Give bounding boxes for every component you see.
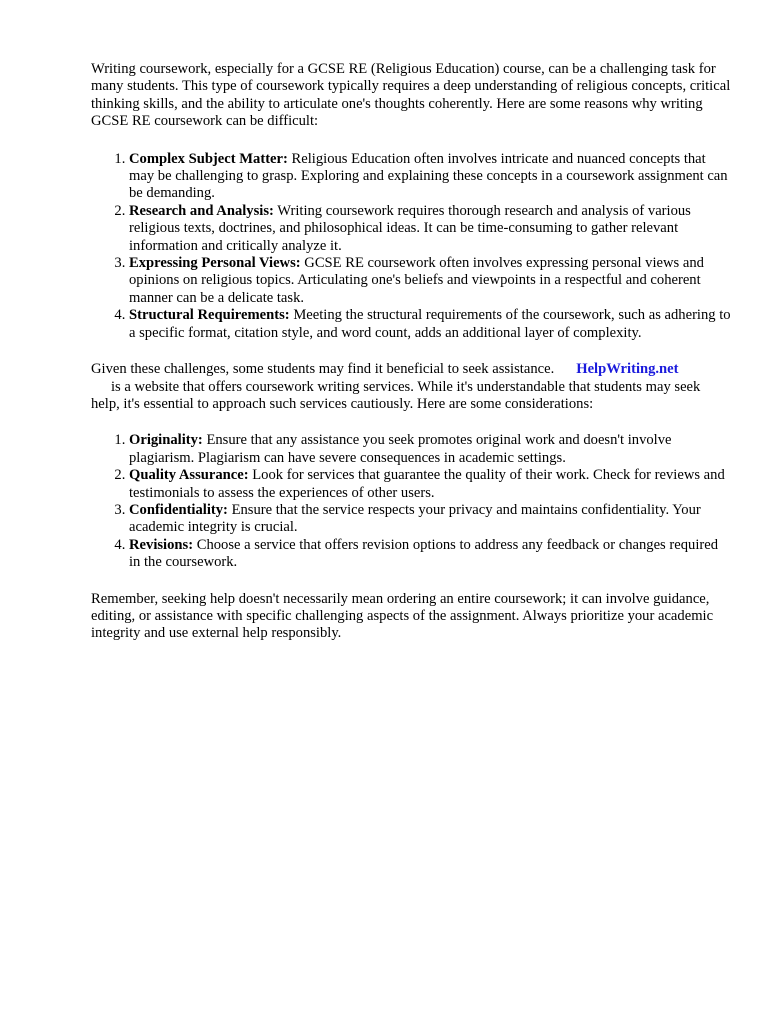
document-page: [91, 61, 731, 643]
list-item: [129, 151, 731, 203]
item-title: Complex Subject Matter:: [129, 150, 288, 167]
assistance-paragraph: [91, 361, 731, 413]
item-title: Research and Analysis:: [129, 202, 274, 219]
list-item: [129, 203, 731, 255]
considerations-list: [91, 432, 731, 571]
assistance-text-after: is a website that offers coursework writing services. While it's understandable that students may seek help, it's essential to approach such services cautiously. Here are some considerations:: [91, 378, 701, 412]
list-item: [129, 502, 731, 537]
assistance-text-before: Given these challenges, some students may find it beneficial to seek assistance.: [91, 361, 555, 378]
list-item: [129, 432, 731, 467]
item-title: Quality Assurance:: [129, 467, 249, 484]
list-item: [129, 537, 731, 572]
item-text: Look for services that guarantee the quality of their work. Check for reviews and testimonials to assess the experiences of other users.: [129, 467, 725, 501]
item-text: Ensure that the service respects your privacy and maintains confidentiality. Your academic integrity is crucial.: [129, 501, 701, 536]
item-text: GCSE RE coursework often involves expressing personal views and opinions on religious topics. Articulating one's beliefs and viewpoints in a respectful and coherent manner can be a delicate task.: [129, 255, 704, 306]
list-item: [129, 467, 731, 502]
helpwriting-link[interactable]: HelpWriting.net: [576, 361, 679, 378]
item-title: Structural Requirements:: [129, 307, 290, 324]
item-text: Ensure that any assistance you seek promotes original work and doesn't involve plagiarism. Plagiarism can have severe consequences in academic settings.: [129, 432, 672, 466]
item-text: Writing coursework requires thorough research and analysis of various religious texts, doctrines, and philosophical ideas. It can be time-consuming to gather relevant information and critically analyze it.: [129, 202, 691, 254]
item-title: Confidentiality:: [129, 501, 228, 518]
item-title: Originality:: [129, 432, 203, 449]
item-text: Choose a service that offers revision options to address any feedback or changes required in the coursework.: [129, 536, 719, 571]
list-item: [129, 307, 731, 342]
item-text: Religious Education often involves intricate and nuanced concepts that may be challenging to grasp. Exploring and explaining these concepts in a coursework assignment can be demanding.: [129, 150, 728, 202]
intro-paragraph: Writing coursework, especially for a GCSE RE (Religious Education) course, can be a challenging task for many students. This type of coursework typically requires a deep understanding of religious concepts, critical thinking skills, and the ability to articulate one's thoughts coherently. Here are some reasons why writing GCSE RE coursework can be difficult:: [91, 61, 731, 130]
item-text: Meeting the structural requirements of the coursework, such as adhering to a specific format, citation style, and word count, adds an additional layer of complexity.: [129, 307, 731, 341]
item-title: Revisions:: [129, 536, 194, 553]
list-item: [129, 255, 731, 307]
item-title: Expressing Personal Views:: [129, 255, 301, 272]
difficulties-list: [91, 151, 731, 342]
closing-paragraph: Remember, seeking help doesn't necessarily mean ordering an entire coursework; it can involve guidance, editing, or assistance with specific challenging aspects of the assignment. Always prioritize your academic integrity and use external help responsibly.: [91, 590, 714, 642]
